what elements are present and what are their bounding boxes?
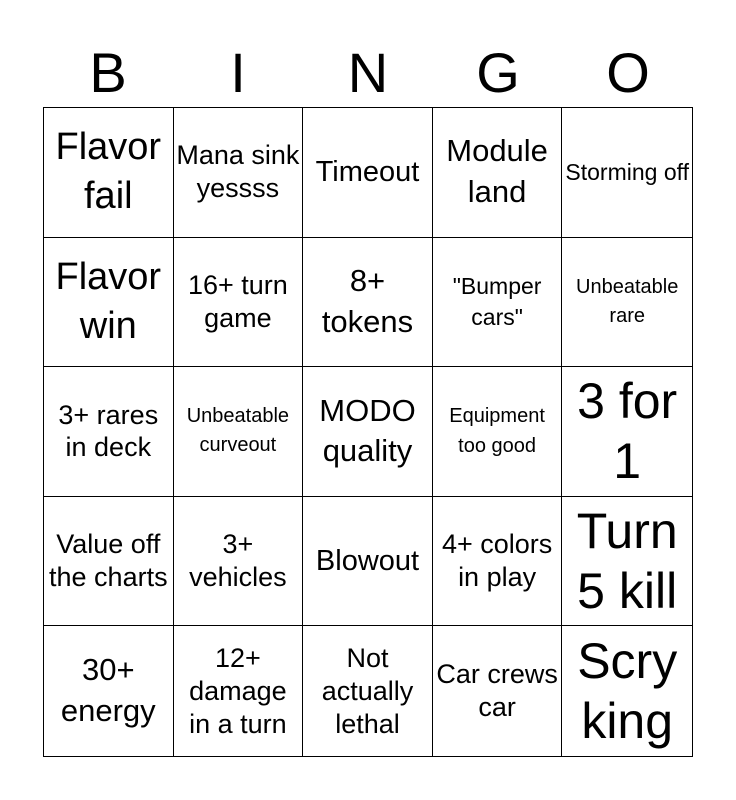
- bingo-cell[interactable]: [433, 238, 563, 368]
- bingo-cell[interactable]: [303, 108, 433, 238]
- bingo-cell[interactable]: [174, 108, 304, 238]
- bingo-cell-text: Flavor win: [55, 255, 162, 347]
- bingo-cell[interactable]: [303, 626, 433, 756]
- bingo-cell[interactable]: [44, 108, 174, 238]
- bingo-cell[interactable]: [562, 367, 692, 497]
- bingo-cell-text: 3 for 1: [577, 373, 678, 490]
- bingo-cell[interactable]: [433, 367, 563, 497]
- bingo-header: [43, 40, 693, 106]
- bingo-cell-text: 12+ damage in a turn: [189, 642, 287, 739]
- bingo-cell-text: Module land: [446, 133, 548, 210]
- bingo-cell[interactable]: [303, 497, 433, 627]
- bingo-cell[interactable]: [44, 497, 174, 627]
- bingo-cell-text: 30+ energy: [60, 652, 156, 729]
- bingo-cell[interactable]: [174, 497, 304, 627]
- bingo-cell-text: 16+ turn game: [187, 269, 288, 333]
- header-letter-n: N: [347, 41, 389, 104]
- bingo-cell[interactable]: [303, 367, 433, 497]
- bingo-cell[interactable]: [433, 497, 563, 627]
- bingo-cell-text: Unbeatable curveout: [186, 405, 290, 457]
- header-letter-i: I: [230, 41, 246, 104]
- bingo-cell[interactable]: [562, 626, 692, 756]
- bingo-cell-text: 4+ colors in play: [441, 529, 553, 593]
- bingo-cell[interactable]: [174, 626, 304, 756]
- bingo-cell-text: 3+ rares in deck: [58, 399, 159, 463]
- bingo-cell[interactable]: [562, 108, 692, 238]
- bingo-cell[interactable]: [433, 626, 563, 756]
- bingo-cell-text: "Bumper cars": [452, 272, 542, 330]
- bingo-cell[interactable]: [174, 238, 304, 368]
- bingo-cell[interactable]: [562, 238, 692, 368]
- bingo-cell-text: Value off the charts: [49, 529, 168, 593]
- bingo-cell-text: Flavor fail: [55, 125, 162, 218]
- bingo-cell-text: Unbeatable rare: [576, 275, 679, 327]
- bingo-cell[interactable]: [303, 238, 433, 368]
- bingo-cell[interactable]: [44, 367, 174, 497]
- bingo-cell-text: Car crews car: [436, 659, 558, 723]
- bingo-cell-text: Not actually lethal: [321, 642, 414, 739]
- bingo-cell-text: Scry king: [577, 633, 678, 750]
- bingo-cell[interactable]: [174, 367, 304, 497]
- header-letter-b: B: [89, 41, 127, 104]
- bingo-cell-text: Turn 5 kill: [576, 503, 678, 620]
- bingo-cell-text: Blowout: [315, 544, 420, 577]
- bingo-cell[interactable]: [562, 497, 692, 627]
- header-letter-g: G: [476, 41, 520, 104]
- bingo-cell-text: Mana sink yessss: [176, 140, 300, 204]
- bingo-cell[interactable]: [44, 238, 174, 368]
- bingo-cell-text: MODO quality: [319, 392, 416, 469]
- bingo-board: [43, 107, 693, 757]
- bingo-cell-text: 8+ tokens: [321, 262, 414, 339]
- bingo-cell[interactable]: [433, 108, 563, 238]
- bingo-cell-text: 3+ vehicles: [189, 529, 287, 593]
- bingo-cell[interactable]: [44, 626, 174, 756]
- bingo-cell-text: Equipment too good: [449, 405, 545, 458]
- header-letter-o: O: [606, 41, 650, 104]
- bingo-cell-text: Timeout: [315, 155, 420, 188]
- bingo-cell-text: Storming off: [565, 158, 689, 185]
